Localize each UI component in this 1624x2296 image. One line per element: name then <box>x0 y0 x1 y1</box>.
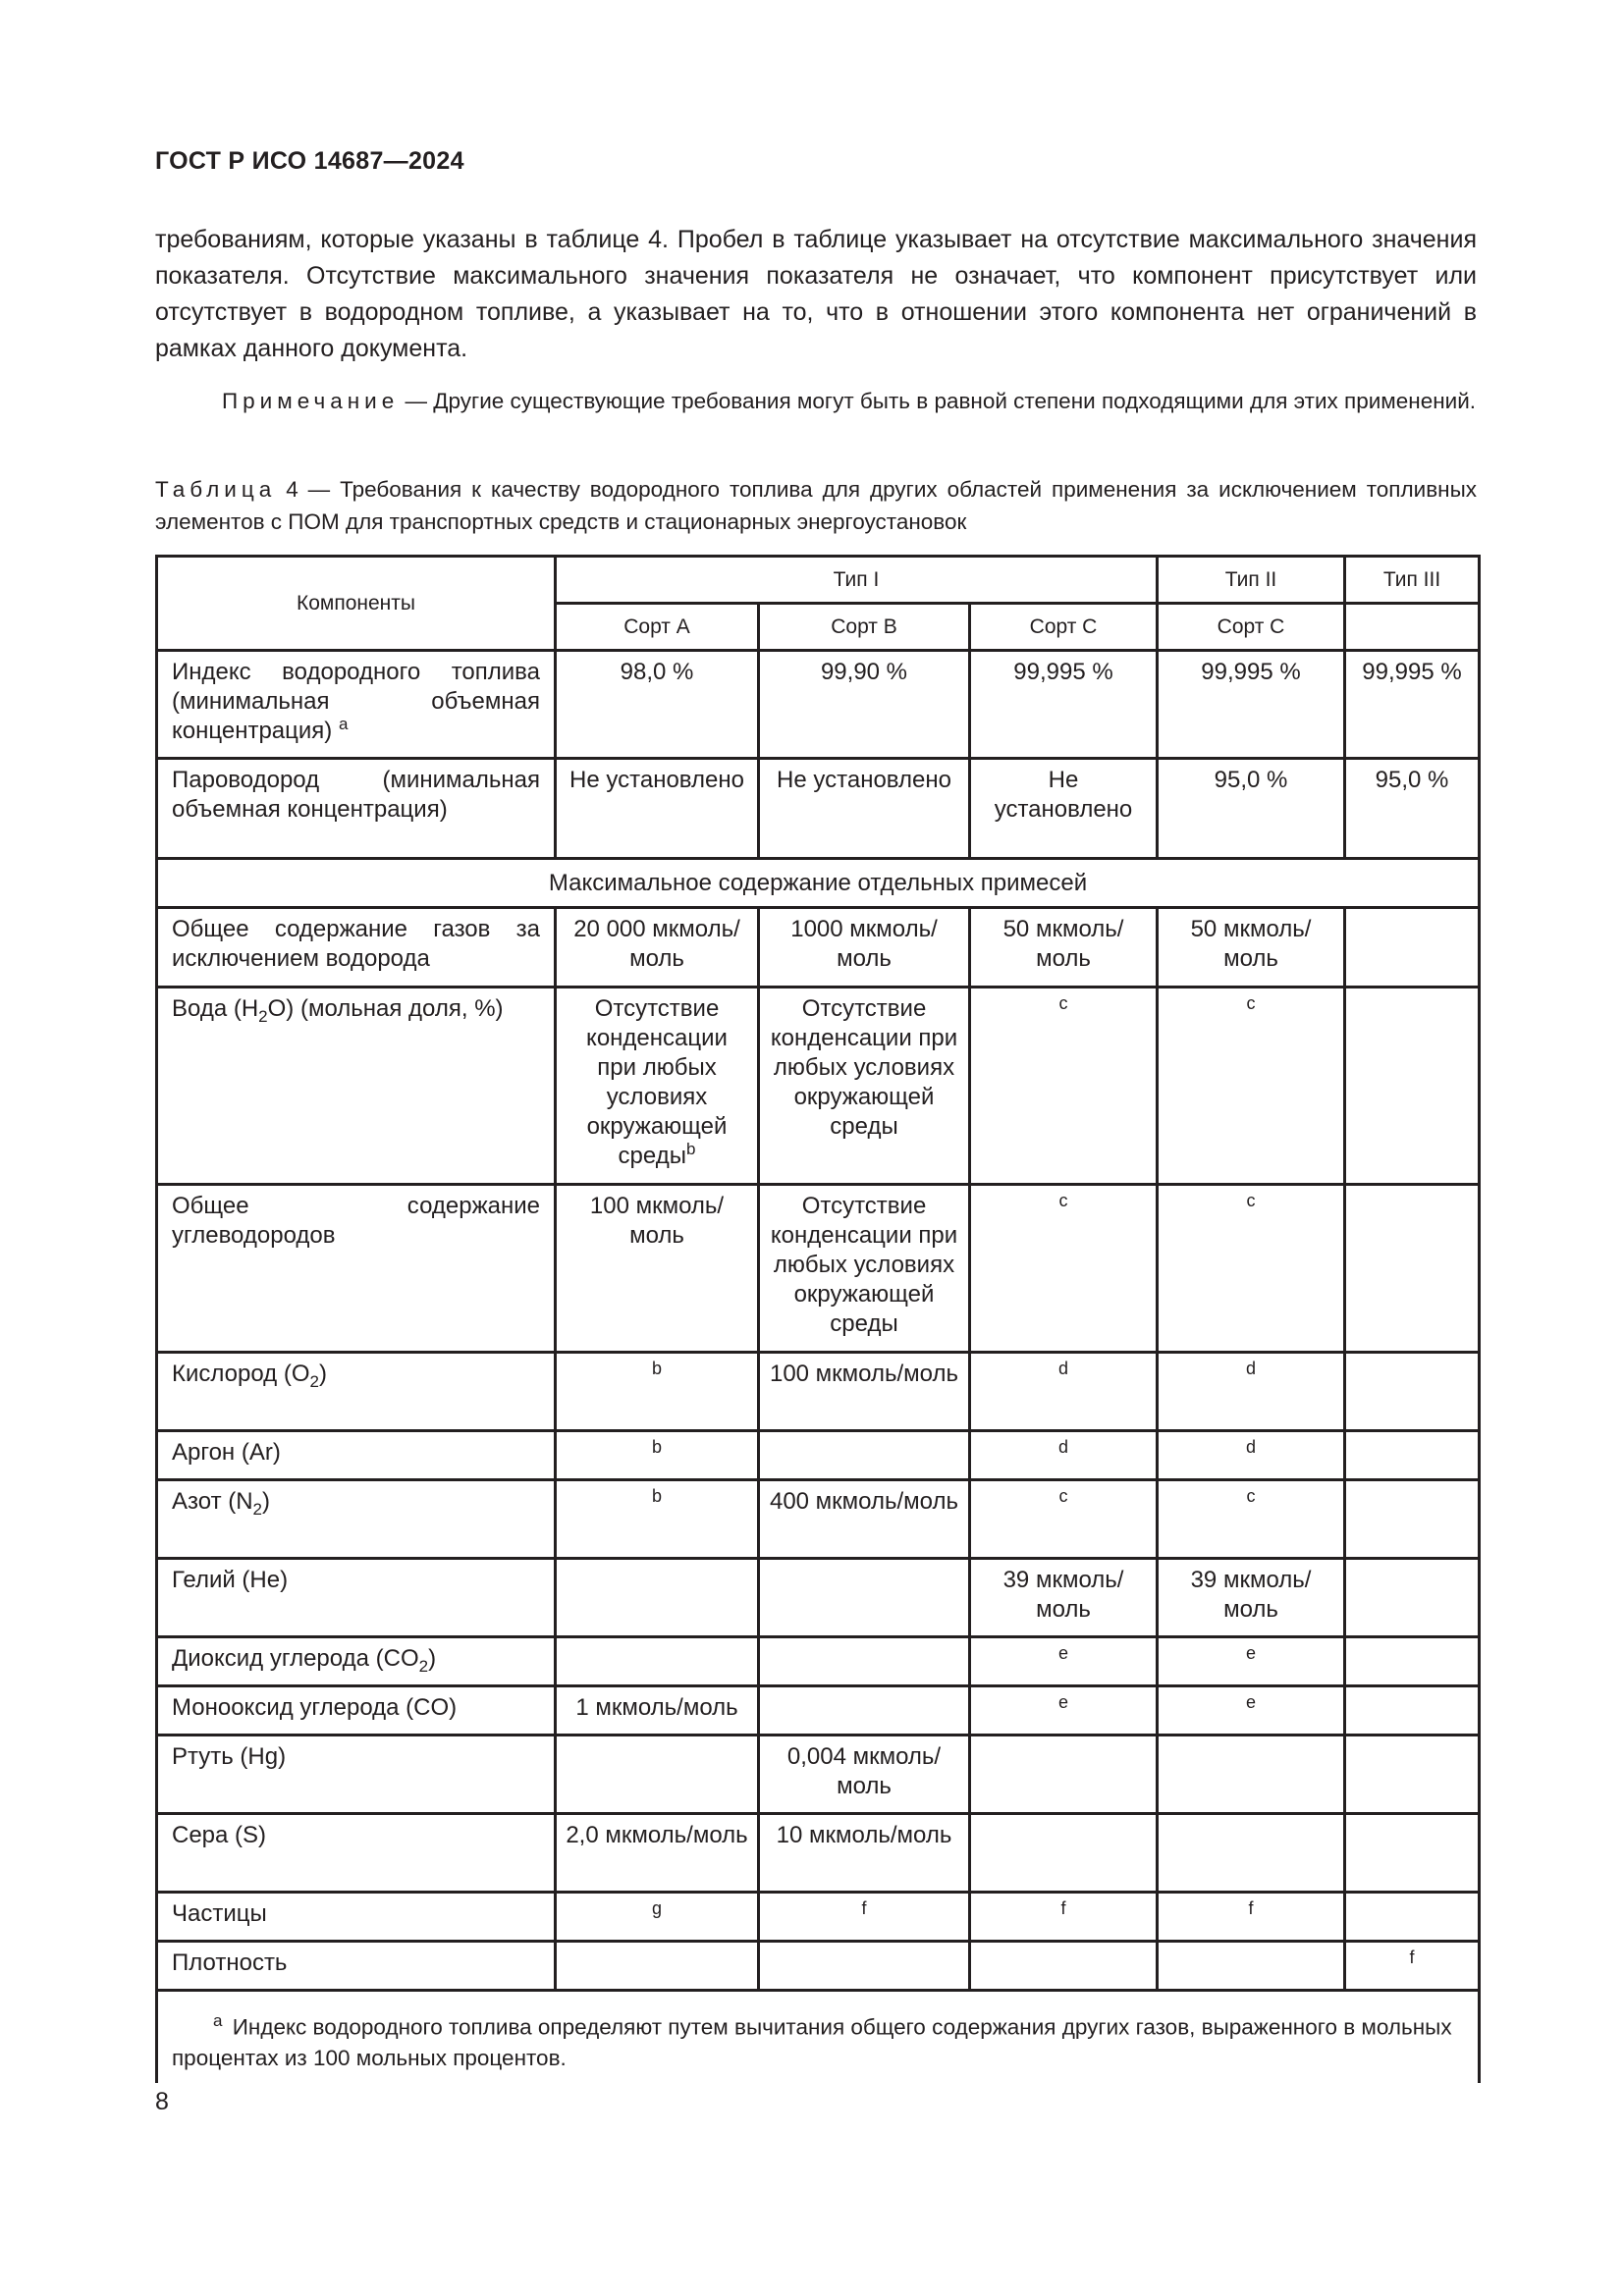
cell-sort-c: f <box>970 1893 1158 1942</box>
cell-sort-c <box>970 1942 1158 1991</box>
note-paragraph <box>155 385 1477 417</box>
cell-type-3 <box>1345 1893 1480 1942</box>
cell-sort-a: g <box>556 1893 759 1942</box>
cell-sort-b: Отсутствие конденсации при любых условиях окружающей среды <box>759 1185 970 1353</box>
cell-type-2: f <box>1158 1893 1345 1942</box>
cell-sort-b: 99,90 % <box>759 651 970 759</box>
header-sort-b: Сорт В <box>759 604 970 651</box>
table-section-row <box>157 859 1480 908</box>
table-row <box>157 1559 1480 1637</box>
cell-sort-a <box>556 1637 759 1686</box>
cell-sort-b <box>759 1431 970 1480</box>
cell-sort-c: c <box>970 988 1158 1185</box>
header-empty-type3 <box>1345 604 1480 651</box>
cell-sort-a: 98,0 % <box>556 651 759 759</box>
cell-sort-b <box>759 1686 970 1735</box>
cell-type-2: 50 мкмоль/моль <box>1158 908 1345 988</box>
row-label-index <box>157 651 556 759</box>
row-label-text: ) <box>262 1488 271 1515</box>
header-components: Компоненты <box>157 557 556 651</box>
table-footnote-row <box>157 1991 1480 2083</box>
subscript: 2 <box>418 1656 429 1676</box>
table-row <box>157 1480 1480 1559</box>
cell-type-2 <box>1158 1814 1345 1893</box>
cell-sort-c: Не установлено <box>970 759 1158 859</box>
table-row <box>157 1185 1480 1353</box>
table-row <box>157 651 1480 759</box>
table-header-row <box>157 557 1480 604</box>
cell-sort-a: b <box>556 1431 759 1480</box>
cell-sort-b <box>759 1559 970 1637</box>
cell-type-2: c <box>1158 1185 1345 1353</box>
cell-sort-a: 100 мкмоль/моль <box>556 1185 759 1353</box>
table-row <box>157 1353 1480 1431</box>
row-label-vapor: Пароводород (минимальная объемная концентрация) <box>157 759 556 859</box>
row-label-oxygen <box>157 1353 556 1431</box>
cell-type-3: 95,0 % <box>1345 759 1480 859</box>
table-row <box>157 908 1480 988</box>
table-row <box>157 1814 1480 1893</box>
cell-type-3 <box>1345 908 1480 988</box>
subscript: 2 <box>252 1499 263 1519</box>
cell-sort-a <box>556 1942 759 1991</box>
cell-type-2 <box>1158 1942 1345 1991</box>
row-label-co2 <box>157 1637 556 1686</box>
row-label-helium: Гелий (He) <box>157 1559 556 1637</box>
cell-type-3 <box>1345 988 1480 1185</box>
cell-sort-a <box>556 1559 759 1637</box>
header-sort-c-type1: Сорт С <box>970 604 1158 651</box>
table-row <box>157 1686 1480 1735</box>
cell-sort-c: d <box>970 1353 1158 1431</box>
cell-sort-b: Не установлено <box>759 759 970 859</box>
subscript: 2 <box>258 1006 268 1026</box>
page-number: 8 <box>155 2088 169 2115</box>
footnote-text: Индекс водородного топлива определяют путем вычитания общего содержания других газов, выраженного в мольных процентах из 100 мольных процентов. <box>172 2014 1452 2070</box>
cell-sort-b: Отсутствие конденсации при любых условиях окружающей среды <box>759 988 970 1185</box>
cell-sort-c: 99,995 % <box>970 651 1158 759</box>
cell-sort-c: 39 мкмоль/моль <box>970 1559 1158 1637</box>
row-label-co: Монооксид углерода (CO) <box>157 1686 556 1735</box>
header-sort-a: Сорт А <box>556 604 759 651</box>
cell-type-3 <box>1345 1686 1480 1735</box>
cell-sort-c: e <box>970 1686 1158 1735</box>
cell-text: Отсутствие конденсации при любых условиях окружающей среды <box>586 995 728 1169</box>
cell-sort-b: f <box>759 1893 970 1942</box>
row-label-text: Диоксид углерода (CO <box>172 1645 419 1672</box>
cell-type-3 <box>1345 1735 1480 1814</box>
header-type-1: Тип I <box>556 557 1158 604</box>
header-sort-c-type2: Сорт С <box>1158 604 1345 651</box>
table-row <box>157 988 1480 1185</box>
footnote-marker: a <box>338 715 349 733</box>
cell-sort-b: 10 мкмоль/моль <box>759 1814 970 1893</box>
table-row <box>157 759 1480 859</box>
row-label-text: Вода (H <box>172 995 259 1022</box>
cell-type-3 <box>1345 1353 1480 1431</box>
row-label-mercury: Ртуть (Hg) <box>157 1735 556 1814</box>
cell-type-3 <box>1345 1637 1480 1686</box>
cell-type-2: 99,995 % <box>1158 651 1345 759</box>
cell-type-2: 95,0 % <box>1158 759 1345 859</box>
header-type-2: Тип II <box>1158 557 1345 604</box>
cell-type-3 <box>1345 1431 1480 1480</box>
subscript: 2 <box>309 1371 319 1391</box>
note-label: Примечание <box>222 389 400 413</box>
row-label-text: Азот (N <box>172 1488 253 1515</box>
cell-type-2: d <box>1158 1431 1345 1480</box>
table-caption <box>155 473 1477 538</box>
cell-type-2: e <box>1158 1686 1345 1735</box>
cell-sort-b <box>759 1637 970 1686</box>
cell-sort-c <box>970 1735 1158 1814</box>
cell-sort-a: b <box>556 1353 759 1431</box>
cell-type-3: f <box>1345 1942 1480 1991</box>
cell-type-3 <box>1345 1480 1480 1559</box>
cell-sort-a: Не установлено <box>556 759 759 859</box>
row-label-sulfur: Сера (S) <box>157 1814 556 1893</box>
row-label-density: Плотность <box>157 1942 556 1991</box>
table-caption-text: 4 — Требования к качеству водородного топлива для других областей применения за исключением топливных элементов с ПОМ для транспортных средств и стационарных энергоустановок <box>155 477 1477 534</box>
note-text: — Другие существующие требования могут быть в равной степени подходящими для этих применений. <box>399 389 1477 413</box>
cell-type-2: d <box>1158 1353 1345 1431</box>
row-label-text: O) (мольная доля, %) <box>267 995 504 1022</box>
document-header: ГОСТ Р ИСО 14687—2024 <box>155 147 464 175</box>
cell-sort-c: e <box>970 1637 1158 1686</box>
cell-type-3 <box>1345 1814 1480 1893</box>
table-row <box>157 1735 1480 1814</box>
row-label-gases: Общее содержание газов за исключением водорода <box>157 908 556 988</box>
row-label-nitrogen <box>157 1480 556 1559</box>
row-label-text: ) <box>318 1361 327 1387</box>
cell-sort-b: 100 мкмоль/моль <box>759 1353 970 1431</box>
cell-sort-c: c <box>970 1480 1158 1559</box>
cell-sort-c: c <box>970 1185 1158 1353</box>
row-label-argon: Аргон (Ar) <box>157 1431 556 1480</box>
row-label-text: Кислород (O <box>172 1361 310 1387</box>
cell-type-2 <box>1158 1735 1345 1814</box>
cell-type-2: c <box>1158 988 1345 1185</box>
cell-type-2: e <box>1158 1637 1345 1686</box>
row-label-water <box>157 988 556 1185</box>
table-row <box>157 1431 1480 1480</box>
table-row <box>157 1942 1480 1991</box>
section-max-impurities: Максимальное содержание отдельных примесей <box>157 859 1480 908</box>
cell-sort-c: d <box>970 1431 1158 1480</box>
row-label-text: ) <box>428 1645 437 1672</box>
intro-paragraph: требованиям, которые указаны в таблице 4. Пробел в таблице указывает на отсутствие максимального значения показателя. Отсутствие максимального значения показателя не означает, что компонент присутствует или отсутствует в водородном топливе, а указывает на то, что в отношении этого компонента нет ограничений в рамках данного документа. <box>155 226 1477 362</box>
cell-sort-a <box>556 988 759 1185</box>
cell-sort-a: b <box>556 1480 759 1559</box>
cell-type-3 <box>1345 1185 1480 1353</box>
cell-sort-b: 400 мкмоль/моль <box>759 1480 970 1559</box>
table-row <box>157 1637 1480 1686</box>
row-label-particles: Частицы <box>157 1893 556 1942</box>
cell-sort-a: 2,0 мкмоль/моль <box>556 1814 759 1893</box>
footnote-marker: a <box>213 2011 223 2030</box>
row-label-text: Индекс водородного топлива (минимальная объемная концентрация) <box>172 659 540 744</box>
cell-sort-c <box>970 1814 1158 1893</box>
header-type-3: Тип III <box>1345 557 1480 604</box>
cell-sort-b: 1000 мкмоль/моль <box>759 908 970 988</box>
cell-sort-c: 50 мкмоль/моль <box>970 908 1158 988</box>
table-caption-label: Таблица <box>155 477 277 502</box>
cell-sort-a <box>556 1735 759 1814</box>
cell-type-3: 99,995 % <box>1345 651 1480 759</box>
cell-sort-b <box>759 1942 970 1991</box>
table-footnote <box>157 1991 1480 2083</box>
cell-sort-a: 20 000 мкмоль/моль <box>556 908 759 988</box>
cell-type-2: 39 мкмоль/моль <box>1158 1559 1345 1637</box>
table-row <box>157 1893 1480 1942</box>
cell-type-3 <box>1345 1559 1480 1637</box>
footnote-marker: b <box>685 1140 696 1158</box>
cell-type-2: c <box>1158 1480 1345 1559</box>
cell-sort-b: 0,004 мкмоль/моль <box>759 1735 970 1814</box>
cell-sort-a: 1 мкмоль/моль <box>556 1686 759 1735</box>
requirements-table <box>155 555 1481 2083</box>
row-label-hydrocarbons: Общее содержание углеводородов <box>157 1185 556 1353</box>
